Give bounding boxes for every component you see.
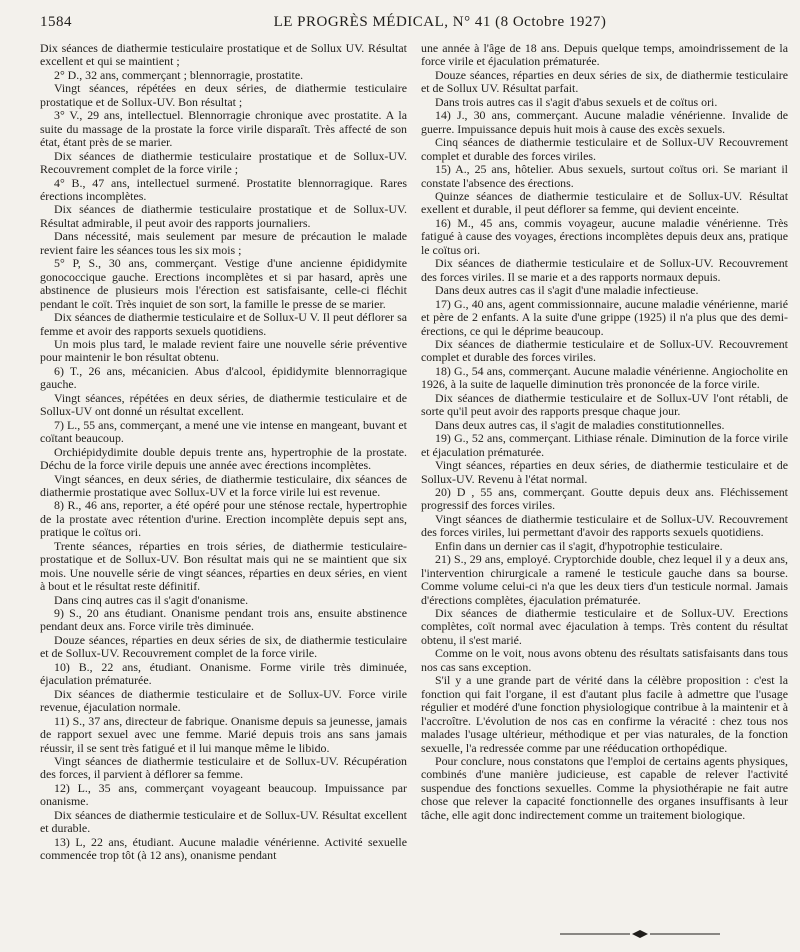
left-column-paragraph: Dix séances de diathermie testiculaire et de Sollux-UV. Force virile revenue, éjaculation normale. bbox=[40, 686, 407, 715]
left-column-paragraph: 8) R., 46 ans, reporter, a été opéré pour une sténose rectale, hypertrophie de la prostate avec rétention d'urine. Erection incomplète depuis sept ans, pratique le coïtus ori. bbox=[40, 498, 407, 540]
right-column-paragraph: 16) M., 45 ans, commis voyageur, aucune maladie vénérienne. Très fatigué à cause des voyages, érections incomplètes depuis deux ans, pratique le coïtus ori. bbox=[421, 215, 788, 257]
right-column-paragraph: Pour conclure, nous constatons que l'emploi de certains agents physiques, combinés d'une manière judicieuse, est capable de relever l'activité suspendue des fonctions sexuelles. Comme la physiothérapie ne fait autre chose que relever la capacité fonctionnelle des organes insuffisants à leur tâche, elle agit donc indirectement comme un traitement biologique. bbox=[421, 754, 788, 822]
left-column-paragraph: Dix séances de diathermie testiculaire prostatique et de Sollux-UV. Résultat admirable, il peut avoir des rapports journaliers. bbox=[40, 202, 407, 230]
left-column-paragraph: 10) B., 22 ans, étudiant. Onanisme. Forme virile très diminuée, éjaculation prématurée. bbox=[40, 659, 407, 688]
right-column-paragraph: 15) A., 25 ans, hôtelier. Abus sexuels, surtout coïtus ori. Se mariant il constate l'absence des érections. bbox=[421, 162, 788, 190]
left-column-paragraph: Vingt séances, répétées en deux séries, de diathermie testiculaire et de Sollux-UV ont donné un résultat excellent. bbox=[40, 390, 407, 419]
left-column-paragraph: Dix séances de diathermie testiculaire prostatique et de Sollux-UV. Recouvrement complet de la force virile ; bbox=[40, 148, 407, 177]
right-column-paragraph: Dix séances de diathermie testiculaire et de Sollux-UV l'ont rétabli, de sorte qu'il peut avoir des rapports presque chaque jour. bbox=[421, 390, 788, 419]
right-column-paragraph: Cinq séances de diathermie testiculaire et de Sollux-UV Recouvrement complet et durable des forces viriles. bbox=[421, 135, 788, 163]
left-column-paragraph: Dans nécessité, mais seulement par mesure de précaution le malade revient faire les séances tous les six mois ; bbox=[40, 229, 407, 257]
left-column-paragraph: 6) T., 26 ans, mécanicien. Abus d'alcool, épididymite blennorragique gauche. bbox=[40, 363, 407, 392]
journal-title: LE PROGRÈS MÉDICAL, N° 41 (8 Octobre 1927) bbox=[273, 14, 607, 30]
left-column-paragraph: Dix séances de diathermie testiculaire et de Sollux-U V. Il peut déflorer sa femme et avoir des rapports sexuels quotidiens. bbox=[40, 310, 407, 338]
right-column-paragraph: 17) G., 40 ans, agent commissionnaire, aucune maladie vénérienne, marié et père de 2 enfants. A la suite d'une grippe (1925) il n'a plus que des demi-érections, ce qui le déprime beaucoup. bbox=[421, 296, 788, 338]
right-column-paragraph: Dix séances de diathermie testiculaire et de Sollux-UV. Erections complètes, coït normal avec éjaculation à temps. Très content du résultat obtenu, il s'est marié. bbox=[421, 606, 788, 647]
left-column-paragraph: 12) L., 35 ans, commerçant voyageant beaucoup. Impuissance par onanisme. bbox=[40, 780, 407, 809]
left-column-paragraph: 13) L, 22 ans, étudiant. Aucune maladie vénérienne. Activité sexuelle commencée trop tôt (à 12 ans), onanisme pendant bbox=[40, 834, 407, 863]
right-column-paragraph: Dix séances de diathermie testiculaire et de Sollux-UV. Recouvrement complet et durable des forces viriles. bbox=[421, 336, 788, 365]
left-column-paragraph: Vingt séances, en deux séries, de diathermie testiculaire, dix séances de diathermie prostatique avec Sollux-UV et la force virile lui est revenue. bbox=[40, 471, 407, 499]
left-column-paragraph: Vingt séances de diathermie testiculaire et de Sollux-UV. Récupération des forces, il parvient à déflorer sa femme. bbox=[40, 754, 407, 782]
left-column-paragraph: 5° P, S., 30 ans, commerçant. Vestige d'une ancienne épididymite gonococcique gauche. Erections incomplètes et si par hasard, après une abstinence de plusieurs mois l'érection est satisfaisante, celle-ci fléchit pendant le coït. Très inquiet de son sort, la famille le presse de se marier. bbox=[40, 256, 407, 311]
page-number: 1584 bbox=[40, 14, 72, 30]
left-column-paragraph: 11) S., 37 ans, directeur de fabrique. Onanisme depuis sa jeunesse, jamais de rapport sexuel avec une femme. Marié depuis trois ans sans jamais réussir, il se sent très fatigué et il lui manque même le libido. bbox=[40, 713, 407, 755]
left-column-paragraph: Douze séances, réparties en deux séries de six, de diathermie testiculaire et de Sollux-UV. Recouvrement complet de la force virile. bbox=[40, 632, 407, 661]
page-header bbox=[40, 14, 788, 36]
left-column-paragraph: 4° B., 47 ans, intellectuel surmené. Prostatite blennorragique. Rares érections incomplètes. bbox=[40, 175, 407, 203]
left-column-paragraph: 9) S., 20 ans étudiant. Onanisme pendant trois ans, ensuite abstinence pendant deux ans. Force virile très diminuée. bbox=[40, 606, 407, 634]
right-column bbox=[421, 42, 788, 942]
right-column-paragraph: Douze séances, réparties en deux séries de six, de diathermie testiculaire et de Sollux UV. Résultat parfait. bbox=[421, 67, 788, 96]
left-column bbox=[40, 42, 407, 942]
right-column-paragraph: Dans trois autres cas il s'agit d'abus sexuels et de coïtus ori. bbox=[435, 94, 718, 109]
left-column-paragraph: 2° D., 32 ans, commerçant ; blennorragie, prostatite. bbox=[54, 67, 304, 82]
left-column-paragraph: Dix séances de diathermie testiculaire et de Sollux-UV. Résultat excellent et durable. bbox=[40, 807, 407, 836]
right-column-paragraph: 19) G., 52 ans, commerçant. Lithiase rénale. Diminution de la force virile et éjaculation prématurée. bbox=[421, 431, 788, 459]
left-column-paragraph: Dix séances de diathermie testiculaire prostatique et de Sollux UV. Résultat excellent et qui se maintient ; bbox=[40, 42, 407, 69]
right-column-paragraph: S'il y a une grande part de vérité dans la célèbre proposition : c'est la fonction qui fait l'organe, il est d'autant plus facile à admettre que l'usage régulier et modéré d'une fonction physiologique contribue à la maintenir et à l'accroître. L'évolution de nos cas en confirme la véracité : chez tous nos malades l'usage ultérieur, méthodique et per vias naturales, de la fonction sexuelle, l'a redressée comme par une rééducation orthopédique. bbox=[421, 673, 788, 755]
right-column-paragraph: Quinze séances de diathermie testiculaire et de Sollux-UV. Résultat exellent et durable, il peut déflorer sa femme, qui devient enceinte. bbox=[421, 188, 788, 217]
text-columns bbox=[40, 42, 788, 942]
left-column-paragraph: Trente séances, réparties en trois séries, de diathermie testiculaire-prostatique et de Sollux-UV. Bon résultat mais qui ne se maintient que six mois. Une nouvelle série de vingt séances, réparties en deux séries, en vient à bout et le résultat reste définitif. bbox=[40, 538, 407, 594]
right-column-paragraph: 20) D , 55 ans, commerçant. Goutte depuis deux ans. Fléchissement progressif des forces viriles. bbox=[421, 484, 788, 513]
right-column-paragraph: 21) S., 29 ans, employé. Cryptorchide double, chez lequel il y a deux ans, l'intervention chirurgicale a ramené le testicule gauche dans sa bourse. Comme volume celui-ci n'a que les deux tiers d'un testicule normal. Jamais d'érections complètes, éjaculation prématurée. bbox=[421, 552, 788, 607]
right-column-paragraph: Vingt séances de diathermie testiculaire et de Sollux-UV. Recouvrement des forces viriles, lui permettant d'avoir des rapports sexuels quotidiens. bbox=[421, 511, 788, 540]
right-column-paragraph: Dix séances de diathermie testiculaire et de Sollux-UV. Recouvrement des forces viriles. Il se marie et a des rapports normaux depuis. bbox=[421, 256, 788, 284]
end-ornament-icon bbox=[560, 930, 720, 938]
left-column-paragraph: Orchiépidydimite double depuis trente ans, hypertrophie de la prostate. Déchu de la force virile depuis une année avec érections incomplètes. bbox=[40, 444, 407, 473]
right-column-paragraph: 18) G., 54 ans, commerçant. Aucune maladie vénérienne. Angiocholite en 1926, à la suite de laquelle diminution très prononcée de la force virile. bbox=[421, 363, 788, 392]
right-column-paragraph: 14) J., 30 ans, commerçant. Aucune maladie vénérienne. Invalide de guerre. Impuissance depuis huit mois à cause des excès sexuels. bbox=[421, 108, 788, 136]
right-column-paragraph: Comme on le voit, nous avons obtenu des résultats satisfaisants dans tous nos cas sans exception. bbox=[421, 646, 788, 674]
right-column-paragraph: Vingt séances, réparties en deux séries, de diathermie testiculaire et de Sollux-UV. Revenu à l'état normal. bbox=[421, 458, 788, 486]
left-column-paragraph: Vingt séances, répétées en deux séries, de diathermie testiculaire prostatique et de Sollux-UV. Bon résultat ; bbox=[40, 81, 407, 109]
right-column-paragraph: Dans deux autres cas, il s'agit de maladies constitutionnelles. bbox=[435, 417, 725, 432]
right-column-paragraph: Dans deux autres cas il s'agit d'une maladie infectieuse. bbox=[435, 283, 699, 298]
right-column-paragraph: Enfin dans un dernier cas il s'agit, d'hypotrophie testiculaire. bbox=[435, 538, 723, 553]
left-column-paragraph: 3° V., 29 ans, intellectuel. Blennorragie chronique avec prostatite. A la suite du massage de la prostate la force virile disparaît. Très affecté de son état, étant près de se marier. bbox=[40, 108, 407, 150]
right-column-paragraph: une année à l'âge de 18 ans. Depuis quelque temps, amoindrissement de la force virile et éjaculation prématurée. bbox=[421, 42, 788, 69]
left-column-paragraph: 7) L., 55 ans, commerçant, a mené une vie intense en mangeant, buvant et coïtant beaucoup. bbox=[40, 417, 407, 446]
left-column-paragraph: Dans cinq autres cas il s'agit d'onanisme. bbox=[54, 592, 249, 607]
left-column-paragraph: Un mois plus tard, le malade revient faire une nouvelle série préventive pour maintenir le bon résultat obtenu. bbox=[40, 336, 407, 365]
